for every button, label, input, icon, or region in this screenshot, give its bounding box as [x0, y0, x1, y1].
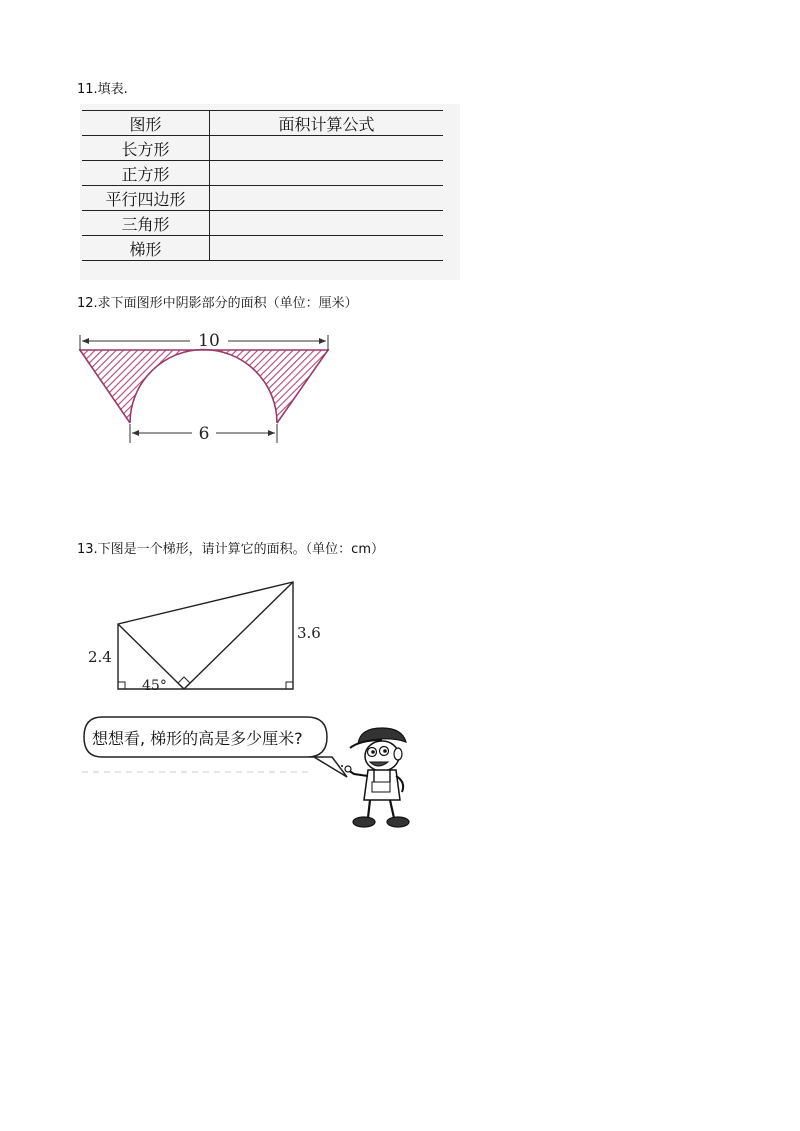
top-arrow-right: [319, 338, 326, 344]
table-row: [82, 161, 443, 186]
table-row: [82, 136, 443, 161]
cell-shape: 平行四边形: [82, 186, 210, 211]
cell-formula: [210, 161, 444, 186]
header-formula: 面积计算公式: [210, 111, 444, 136]
bottom-length-label: 6: [198, 424, 210, 444]
right-height-label: 3.6: [297, 624, 321, 642]
cell-shape: 三角形: [82, 211, 210, 236]
table-row: [82, 236, 443, 261]
formula-table: [82, 110, 443, 261]
speech-text: 想想看, 梯形的高是多少厘米?: [92, 729, 303, 748]
right-diagonal: [184, 582, 293, 689]
right-angle-marker-right: [286, 682, 293, 689]
question-11-title: 11.填表.: [77, 82, 128, 97]
speech-bubble: [82, 712, 352, 792]
header-shape: 图形: [82, 111, 210, 136]
cell-shape: 梯形: [82, 236, 210, 261]
table-row: [82, 186, 443, 211]
table-row: [82, 211, 443, 236]
question-13-title: 13.下图是一个梯形，请计算它的面积。（单位：cm）: [77, 542, 384, 557]
table-header-row: [82, 111, 443, 136]
trapezoid-outline: [118, 582, 293, 689]
top-arrow-left: [82, 338, 89, 344]
right-angle-marker-left: [118, 682, 125, 689]
left-height-label: 2.4: [88, 648, 112, 666]
angle-label: 45°: [142, 678, 167, 694]
bottom-arrow-right: [268, 430, 275, 436]
cartoon-boy-icon: [340, 722, 420, 834]
cell-formula: [210, 211, 444, 236]
bottom-arrow-left: [132, 430, 139, 436]
question-12-title: 12.求下面图形中阴影部分的面积（单位：厘米）: [77, 296, 358, 311]
cell-shape: 正方形: [82, 161, 210, 186]
top-length-label: 10: [198, 331, 220, 351]
cell-formula: [210, 186, 444, 211]
trapezoid-figure: [80, 572, 340, 697]
cell-formula: [210, 136, 444, 161]
cell-shape: 长方形: [82, 136, 210, 161]
right-angle-marker-center: [178, 677, 190, 689]
cell-formula: [210, 236, 444, 261]
shaded-area-figure: [70, 325, 340, 450]
